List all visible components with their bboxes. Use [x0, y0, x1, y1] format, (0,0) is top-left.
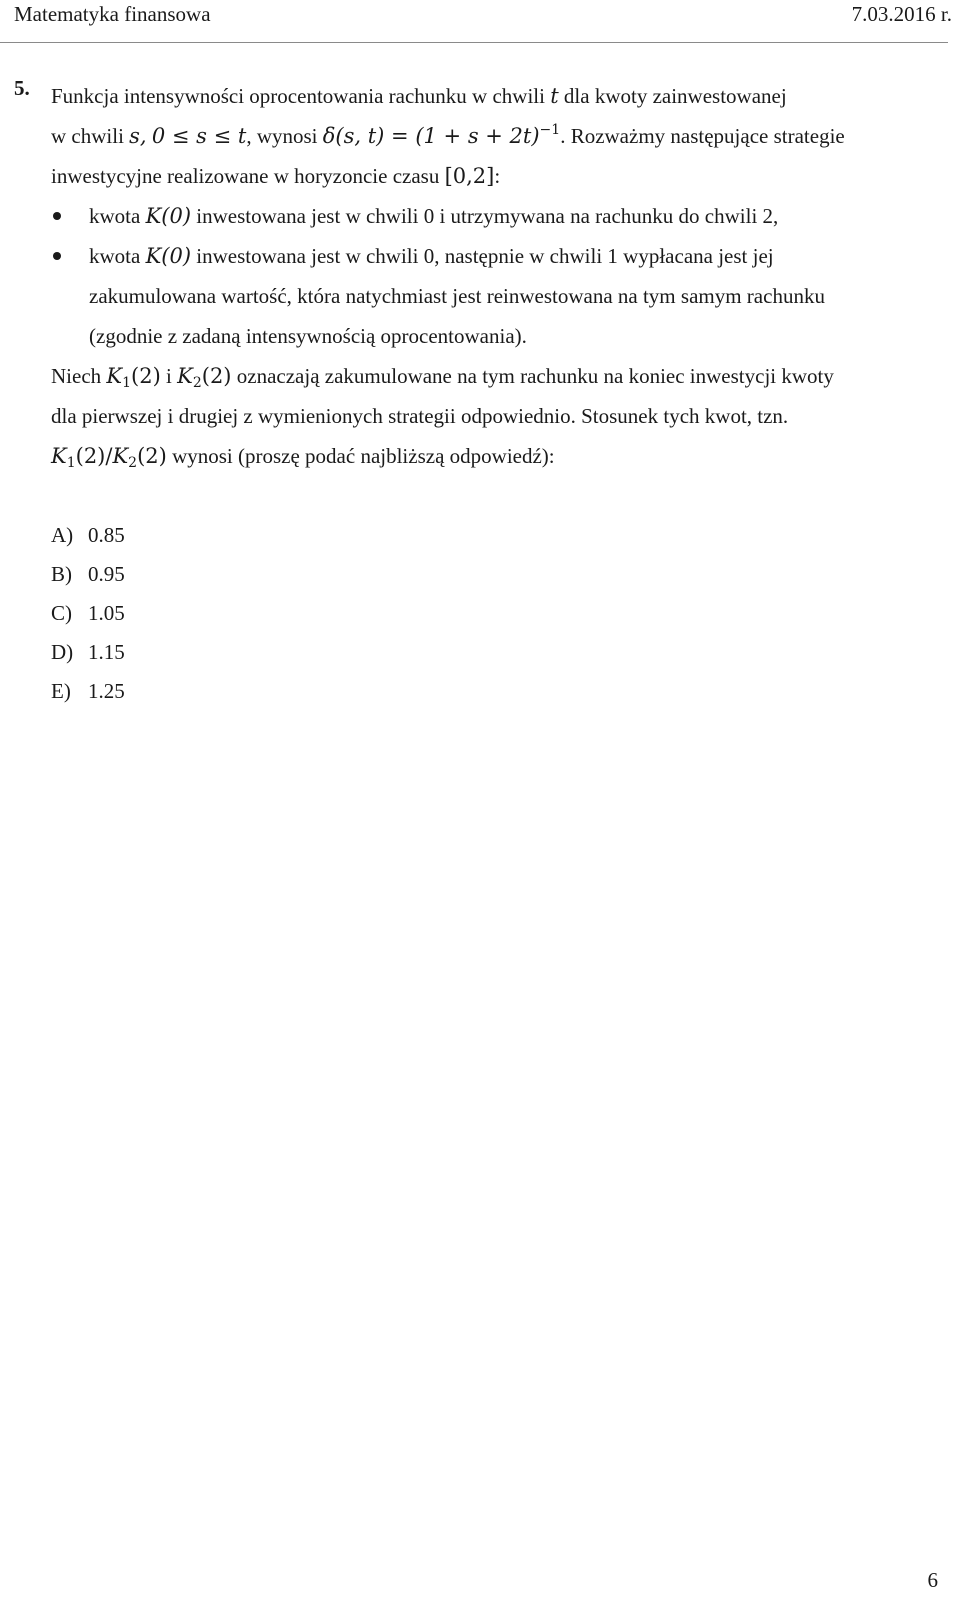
bullet-icon: [53, 212, 61, 220]
question-number: 5.: [14, 76, 30, 100]
intensity-exponent: −1: [539, 122, 561, 138]
ratio-k2-subscript: 2: [128, 455, 138, 471]
strategy-2-text: inwestowana jest w chwili 0, następnie w chwili 1 wypłacana jest jej: [196, 244, 774, 268]
time-horizon-interval: [0,2]: [444, 164, 495, 188]
answer-value: 0.85: [88, 523, 125, 547]
strategy-2-continuation-1: zakumulowana wartość, która natychmiast jest reinwestowana na tym samym rachunku: [89, 284, 825, 308]
bullet-icon: [53, 252, 61, 260]
conclusion-and: i: [166, 364, 172, 388]
question-line-2-text-c: . Rozważmy następujące strategie: [560, 124, 845, 148]
answer-option-a: [51, 516, 125, 555]
header-title: Matematyka finansowa: [14, 2, 211, 26]
conclusion-line-3-text: wynosi (proszę podać najbliższą odpowiedź):: [172, 444, 555, 468]
question-line-2-text-a: w chwili: [51, 124, 124, 148]
answer-option-c: [51, 594, 125, 633]
header-divider: [0, 42, 948, 43]
question-line-1: [51, 76, 911, 116]
question-text: [51, 76, 911, 196]
question-line-2: [51, 116, 911, 156]
conclusion-niech: Niech: [51, 364, 102, 388]
strategy-2-pre: kwota: [89, 244, 141, 268]
question-conclusion: [51, 356, 931, 476]
conclusion-line-3: [51, 436, 931, 476]
header-date: 7.03.2016 r.: [851, 2, 952, 26]
strategy-1-text: inwestowana jest w chwili 0 i utrzymywana na rachunku do chwili 2,: [196, 204, 779, 228]
strategy-item-2: [51, 236, 931, 356]
question-line-1-text-a: Funkcja intensywności oprocentowania rachunku w chwili: [51, 84, 545, 108]
answer-option-d: [51, 633, 125, 672]
ratio-k2-symbol: K: [112, 444, 129, 468]
conclusion-line-1: [51, 356, 931, 396]
page-header: [14, 2, 952, 32]
answer-value: 1.25: [88, 679, 125, 703]
question-line-3-text-b: :: [494, 164, 501, 188]
question-line-3-text-a: inwestycyjne realizowane w horyzoncie czasu: [51, 164, 440, 188]
inequality-formula: 0 ≤ s ≤ t: [151, 124, 247, 148]
question-line-2-text-b: , wynosi: [246, 124, 318, 148]
strategy-list: [51, 196, 931, 356]
strategy-2-continuation-2: (zgodnie z zadaną intensywnością oprocentowania).: [89, 324, 527, 348]
answer-value: 1.05: [88, 601, 125, 625]
k2-symbol: K: [177, 364, 193, 388]
answer-letter: D): [51, 640, 74, 664]
ratio-argument: (2): [137, 444, 167, 468]
answer-value: 0.95: [88, 562, 125, 586]
answer-letter: C): [51, 601, 72, 625]
k1-symbol: K: [106, 364, 123, 388]
answer-option-e: [51, 672, 125, 711]
strategy-1-pre: kwota: [89, 204, 141, 228]
ratio-k1-subscript: 1: [66, 455, 76, 471]
answer-option-b: [51, 555, 125, 594]
answer-letter: B): [51, 562, 72, 586]
answer-options: [51, 516, 125, 711]
page-number: 6: [927, 1568, 938, 1592]
answer-value: 1.15: [88, 640, 125, 664]
k2-subscript: 2: [192, 375, 202, 391]
variable-t: t: [550, 84, 559, 108]
conclusion-line-1-text: oznaczają zakumulowane na tym rachunku na koniec inwestycji kwoty: [236, 364, 834, 388]
k1-argument: (2): [131, 364, 161, 388]
strategy-1-amount: K(0): [145, 204, 192, 228]
strategy-item-1: [51, 196, 931, 236]
variable-s: s,: [129, 124, 147, 148]
k1-subscript: 1: [122, 375, 132, 391]
answer-letter: A): [51, 523, 74, 547]
strategy-2-amount: K(0): [145, 244, 192, 268]
answer-letter: E): [51, 679, 71, 703]
ratio-middle: (2)/: [75, 444, 113, 468]
question-line-3: [51, 156, 911, 196]
k2-argument: (2): [201, 364, 232, 388]
question-line-1-text-b: dla kwoty zainwestowanej: [563, 84, 787, 108]
intensity-formula: δ(s, t) = (1 + s + 2t): [322, 124, 540, 148]
conclusion-line-2: dla pierwszej i drugiej z wymienionych strategii odpowiednio. Stosunek tych kwot, tzn.: [51, 404, 789, 428]
ratio-k1-symbol: K: [51, 444, 67, 468]
